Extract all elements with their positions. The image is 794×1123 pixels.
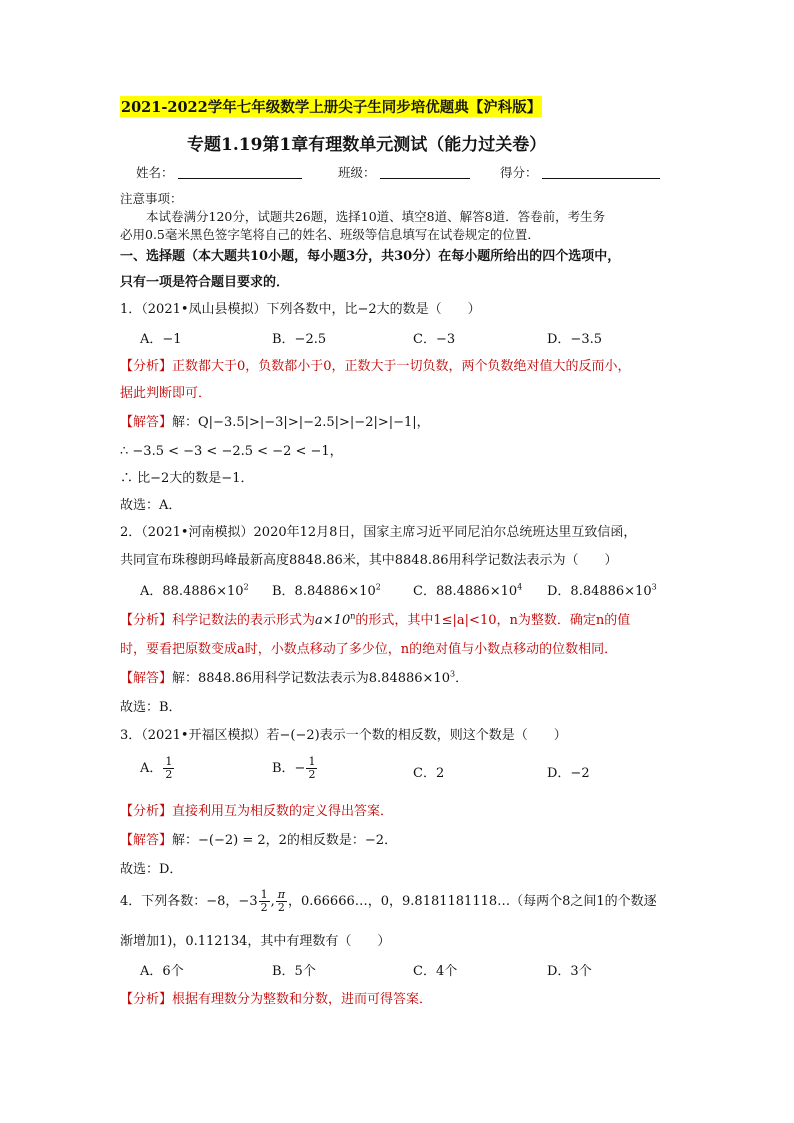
q1-answer: 【解答】解：Q|−3.5|>|−3|>|−2.5|>|−2|>|−1|，	[120, 415, 430, 430]
q2-answer: 【解答】解：8848.86用科学记数法表示为$8.84886\times 10^3$．	[120, 669, 469, 686]
notes-heading: 注意事项：	[120, 191, 183, 206]
notes-line-2: 必用0.5毫米黑色签字笔将自己的姓名、班级等信息填写在试卷规定的位置．	[120, 227, 540, 242]
q3-option-a[interactable]: A． $\frac{1}{2}$	[140, 755, 173, 781]
q2-analysis: 【分析】科学记数法的表示形式为$a\times 10^n$的形式，其中1≤|a|<10，n为整数．确定n的值	[120, 611, 631, 628]
name-blank[interactable]	[178, 165, 302, 179]
score-label: 得分：	[500, 165, 538, 180]
q2-option-b[interactable]: B．$8.84886\times 10^2$	[272, 582, 381, 599]
q2-stem-2: 共同宣布珠穆朗玛峰最新高度8848.86米，其中8848.86用科学记数法表示为（ ）	[120, 553, 618, 568]
q3-option-b[interactable]: B．− $\frac{1}{2}$	[272, 755, 316, 781]
q4-option-a[interactable]: A．6个	[140, 964, 184, 979]
q4-option-b[interactable]: B．5个	[272, 964, 316, 979]
q1-answer-step-2: ∴ −3.5 < −3 < −2.5 < −2 < −1，	[120, 444, 343, 459]
series-banner: 2021-2022学年七年级数学上册尖子生同步培优题典【沪科版】	[120, 96, 542, 117]
q1-option-d[interactable]: D．−3.5	[547, 332, 602, 347]
q2-choice: 故选：B．	[120, 700, 182, 715]
name-field[interactable]	[136, 163, 302, 181]
q1-answer-step-3: ∴ 比−2大的数是−1．	[120, 471, 254, 486]
q2-analysis-cont: 时，要看把原数变成a时，小数点移动了多少位，n的绝对值与小数点移动的位数相同．	[120, 642, 618, 657]
fraction-pi-half: $\frac{\pi}{2}$	[277, 888, 285, 914]
q4-option-c[interactable]: C．4个	[413, 964, 458, 979]
q3-option-c[interactable]: C．2	[413, 766, 445, 781]
score-blank[interactable]	[542, 165, 660, 179]
q4-analysis-label: 【分析】	[120, 992, 173, 1007]
notes-line-1: 本试卷满分120分，试题共26题，选择10道、填空8道、解答8道．答卷前，考生务	[146, 209, 606, 224]
q1-option-a[interactable]: A．−1	[140, 332, 182, 347]
class-label: 班级：	[338, 165, 376, 180]
q1-analysis-label: 【分析】	[120, 359, 173, 374]
page-title: 专题1.19第1章有理数单元测试（能力过关卷）	[187, 135, 547, 155]
q1-answer-label: 【解答】	[120, 415, 173, 430]
name-label: 姓名：	[136, 165, 174, 180]
q2-stem-1: 2．（2021•河南模拟）2020年12月8日，国家主席习近平同尼泊尔总统班达里互致信函，	[120, 525, 637, 540]
q1-analysis-cont: 据此判断即可．	[120, 386, 212, 401]
q1-analysis: 【分析】正数都大于0，负数都小于0，正数大于一切负数，两个负数绝对值大的反而小，	[120, 359, 631, 374]
q1-choice: 故选：A．	[120, 498, 182, 513]
q3-option-d[interactable]: D．−2	[547, 766, 590, 781]
q2-option-a[interactable]: A．$88.4886\times 10^2$	[140, 582, 249, 599]
class-field[interactable]	[338, 163, 470, 181]
section-heading-1: 一、选择题（本大题共10小题，每小题3分，共30分）在每小题所给出的四个选项中，	[120, 249, 621, 264]
q3-choice: 故选：D．	[120, 862, 183, 877]
class-blank[interactable]	[380, 165, 470, 179]
fraction-one-half: $\frac{1}{2}$	[165, 755, 173, 781]
q4-analysis: 【分析】根据有理数分为整数和分数，进而可得答案．	[120, 992, 433, 1007]
q2-analysis-label: 【分析】	[120, 613, 173, 628]
q4-stem-2: 渐增加1)，0.112134，其中有理数有（ ）	[120, 934, 391, 949]
q1-option-c[interactable]: C．−3	[413, 332, 456, 347]
q2-answer-label: 【解答】	[120, 671, 173, 686]
fraction-one-half: $\frac{1}{2}$	[308, 755, 316, 781]
q3-stem: 3．（2021•开福区模拟）若−(−2)表示一个数的相反数，则这个数是（ ）	[120, 728, 567, 743]
q3-analysis: 【分析】直接利用互为相反数的定义得出答案．	[120, 804, 394, 819]
q2-option-d[interactable]: D．$8.84886\times 10^3$	[547, 582, 657, 599]
q3-answer: 【解答】解：−(−2) = 2，2的相反数是：−2．	[120, 833, 398, 848]
section-heading-2: 只有一项是符合题目要求的．	[120, 275, 290, 290]
q1-stem: 1．（2021•凤山县模拟）下列各数中，比−2大的数是（ ）	[120, 302, 481, 317]
q3-analysis-label: 【分析】	[120, 804, 173, 819]
q4-option-d[interactable]: D．3个	[547, 964, 592, 979]
q4-stem-1: 4．下列各数：−8，−3 $\frac{1}{2}$ , $\frac{\pi}{2}$ ，0.66666…，0，9.8181181118…（每两个8之间1的个数逐	[120, 888, 657, 914]
fraction-one-half: $\frac{1}{2}$	[260, 888, 268, 914]
q3-answer-label: 【解答】	[120, 833, 173, 848]
q1-option-b[interactable]: B．−2.5	[272, 332, 327, 347]
score-field[interactable]	[500, 163, 660, 181]
q2-option-c[interactable]: C．$88.4886\times 10^4$	[413, 582, 523, 599]
